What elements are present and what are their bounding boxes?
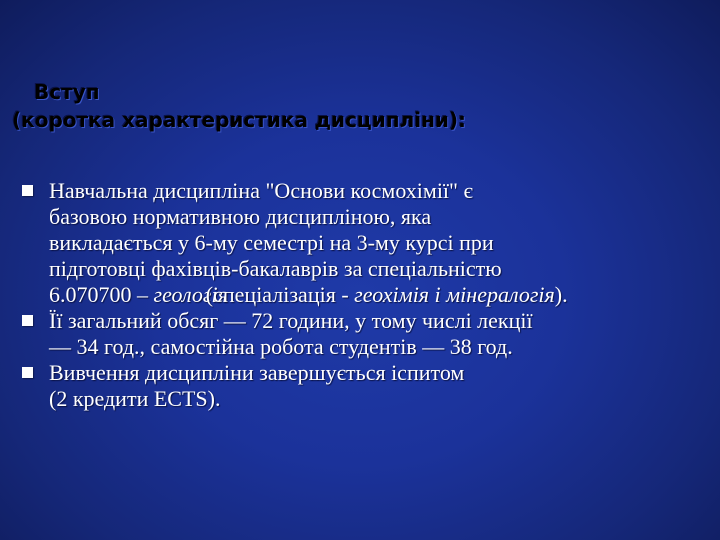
title-line-1: Вступ: [34, 80, 100, 104]
bullet-item-course-description: [20, 178, 720, 308]
text-line: підготовці фахівців‑бакалаврів за спеціальністю: [49, 256, 502, 281]
bullet-item-hours: [20, 308, 720, 360]
square-bullet-icon: [22, 315, 33, 326]
text-line: (2 кредити ECTS).: [49, 386, 221, 411]
text-line: базовою нормативною дисципліною, яка: [49, 204, 432, 229]
specialty-name: геологія: [153, 282, 228, 307]
bullet-item-exam: [20, 360, 720, 412]
bullet-list: [20, 178, 720, 412]
square-bullet-icon: [22, 367, 33, 378]
title-line-2: (коротка характеристика дисципліни):: [12, 108, 467, 132]
square-bullet-icon: [22, 185, 33, 196]
specialty-code: 6.070700 –: [49, 282, 154, 307]
specialization-name: геохімія і мінералогія: [354, 282, 555, 307]
specialty-line: [49, 282, 720, 308]
specialization-prefix: (спеціалізація -: [205, 282, 355, 307]
text-line: Її загальний обсяг — 72 години, у тому числі лекції: [49, 308, 533, 333]
slide-title: [0, 78, 720, 134]
text-line: — 34 год., самостійна робота студентів — 38 год.: [49, 334, 513, 359]
text-line: викладається у 6-му семестрі на 3-му курсі при: [49, 230, 494, 255]
text-line: Вивчення дисципліни завершується іспитом: [49, 360, 465, 385]
text-line: Навчальна дисципліна "Основи космохімії" є: [49, 178, 473, 203]
specialization-suffix: ).: [554, 282, 568, 307]
